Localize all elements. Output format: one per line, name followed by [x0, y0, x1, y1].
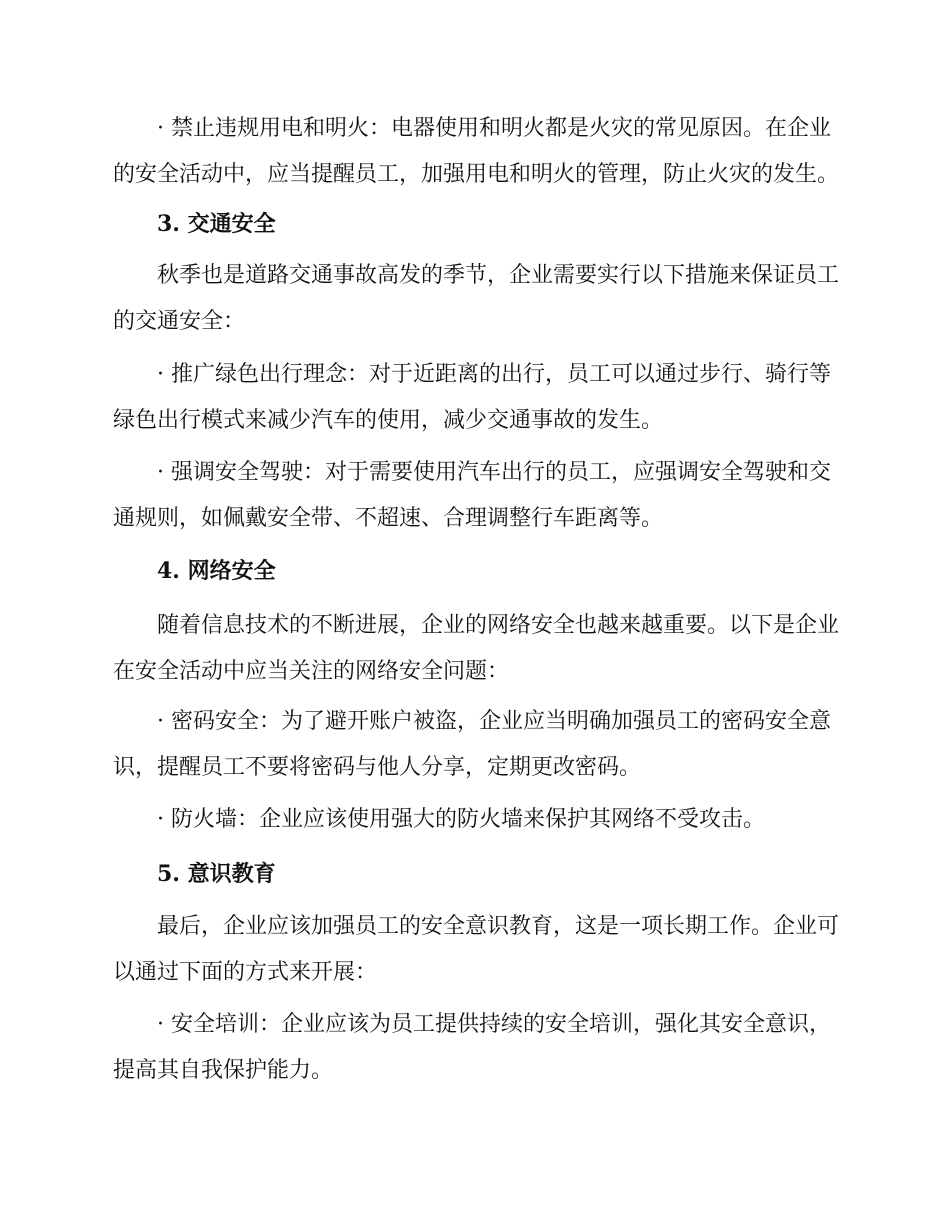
heading-text: 3. 交通安全 [157, 211, 276, 237]
section-heading [113, 548, 833, 594]
heading-text: 5. 意识教育 [157, 861, 276, 887]
text-line: 提高其自我保护能力。 [113, 1058, 334, 1083]
heading-text: 4. 网络安全 [157, 558, 276, 584]
bullet-paragraph [113, 1002, 833, 1094]
text-line: 通规则，如佩戴安全带、不超速、合理调整行车距离等。 [113, 506, 664, 531]
text-line: 秋季也是道路交通事故高发的季节，企业需要实行以下措施来保证员工 [157, 263, 840, 288]
text-line: 绿色出行模式来减少汽车的使用，减少交通事故的发生。 [113, 408, 664, 433]
bullet-paragraph [113, 797, 833, 843]
text-line: · 强调安全驾驶：对于需要使用汽车出行的员工，应强调安全驾驶和交 [157, 460, 831, 485]
bullet-paragraph [113, 699, 833, 791]
text-line: 随着信息技术的不断进展，企业的网络安全也越来越重要。以下是企业 [157, 613, 840, 638]
section-heading [113, 851, 833, 897]
body-paragraph [113, 603, 840, 695]
text-line: · 禁止违规用电和明火：电器使用和明火都是火灾的常见原因。在企业 [157, 116, 831, 141]
section-heading [113, 201, 833, 247]
bullet-paragraph [113, 106, 840, 198]
text-line: 以通过下面的方式来开展： [113, 960, 378, 985]
text-line: · 安全培训：企业应该为员工提供持续的安全培训，强化其安全意识， [157, 1012, 831, 1037]
text-line: 识，提醒员工不要将密码与他人分享，定期更改密码。 [113, 755, 642, 780]
body-paragraph [113, 253, 840, 345]
text-line: 最后，企业应该加强员工的安全意识教育，这是一项长期工作。企业可 [157, 914, 840, 939]
body-paragraph [113, 904, 840, 996]
text-line: · 推广绿色出行理念：对于近距离的出行，员工可以通过步行、骑行等 [157, 362, 831, 387]
text-line: 的安全活动中，应当提醒员工，加强用电和明火的管理，防止火灾的发生。 [113, 162, 840, 187]
bullet-paragraph [113, 352, 833, 444]
text-line: 的交通安全： [113, 309, 246, 334]
text-line: · 防火墙：企业应该使用强大的防火墙来保护其网络不受攻击。 [157, 807, 765, 832]
text-line: · 密码安全：为了避开账户被盗，企业应当明确加强员工的密码安全意 [157, 709, 831, 734]
bullet-paragraph [113, 450, 833, 542]
text-line: 在安全活动中应当关注的网络安全问题： [113, 659, 510, 684]
